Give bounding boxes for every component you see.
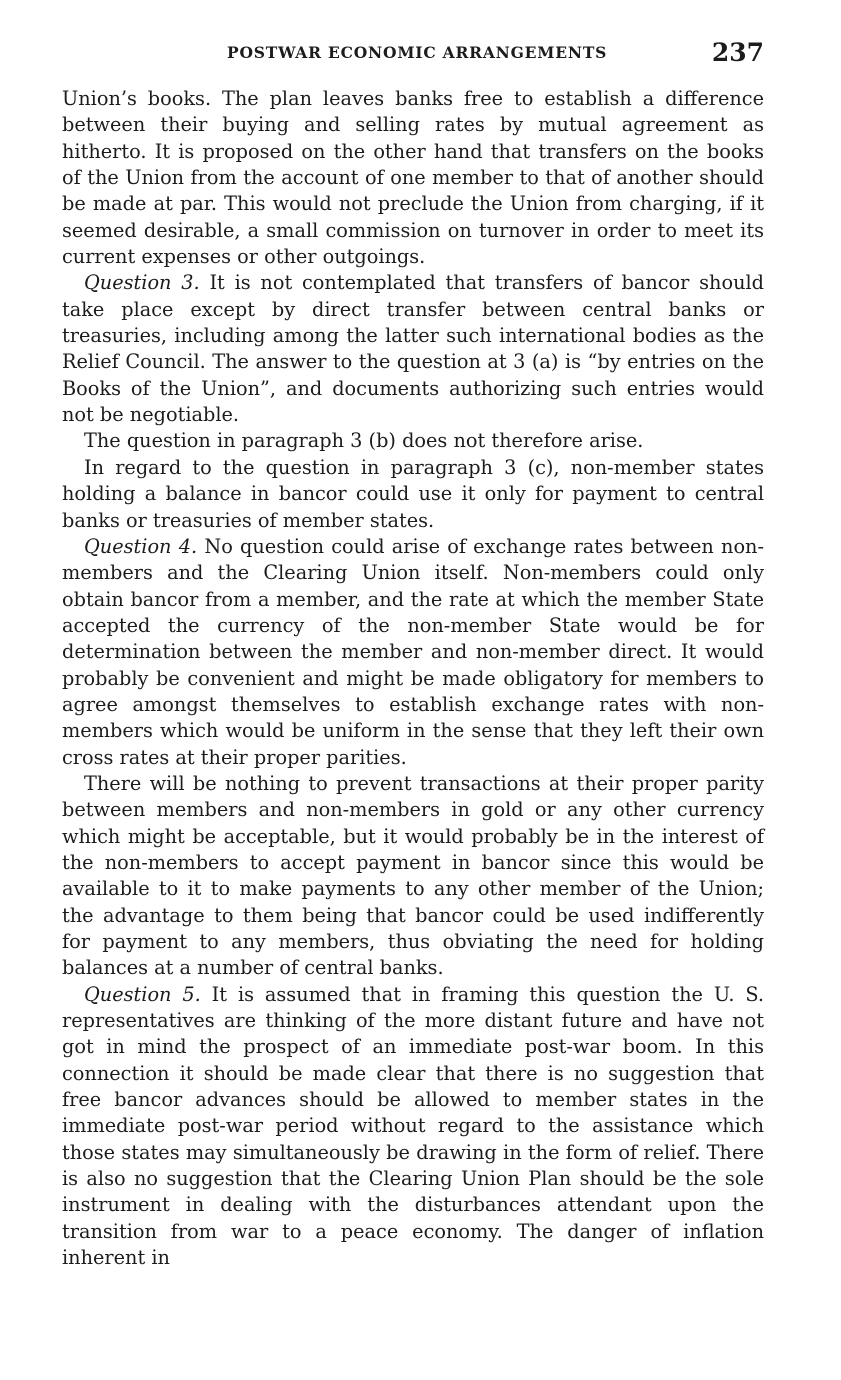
- paragraph-question-3: [62, 270, 764, 428]
- paragraph-3b: [62, 428, 764, 454]
- body-text: [62, 86, 764, 1271]
- paragraph-3c: [62, 455, 764, 534]
- question-label: Question 5.: [84, 982, 201, 1006]
- paragraph-text: In regard to the question in paragraph 3 (c), non-member states holding a balance in bancor could use it only for payment to central banks or treasuries of member states.: [62, 455, 764, 532]
- running-title: POSTWAR ECONOMIC ARRANGEMENTS: [227, 43, 608, 62]
- question-label: Question 3.: [84, 271, 200, 295]
- paragraph-text: It is assumed that in framing this question the U. S. representatives are thinking of the more distant future and have not got in mind the prospect of an immediate post-war boom. In this connection it should be made clear that there is no suggestion that free bancor advances should be allowed to member states in the immediate post-war period without regard to the assistance which those states may simultaneously be drawing in the form of relief. There is also no suggestion that the Clearing Union Plan should be the sole instrument in dealing with the disturbances attendant upon the transition from war to a peace economy. The danger of inflation inherent in: [62, 982, 764, 1270]
- paragraph-text: Union’s books. The plan leaves banks free to establish a difference between their buying and selling rates by mutual agreement as hitherto. It is proposed on the other hand that transfers on the books of the Union from the account of one member to that of another should be made at par. This would not preclude the Union from charging, if it seemed desirable, a small commission on turnover in order to meet its current expenses or other outgoings.: [62, 87, 764, 269]
- paragraph-continuation: [62, 86, 764, 270]
- page-number: 237: [711, 38, 764, 67]
- paragraph-text: There will be nothing to prevent transactions at their proper parity between members and non-members in gold or any other currency which might be acceptable, but it would probably be in the interest of the non-members to accept payment in bancor since this would be available to it to make payments to any other member of the Union; the advantage to them being that bancor could be used indifferently for payment to any members, thus obviating the need for holding balances at a number of central banks.: [62, 771, 764, 980]
- paragraph-text: The question in paragraph 3 (b) does not therefore arise.: [84, 429, 644, 453]
- paragraph-text: It is not contemplated that transfers of bancor should take place except by direct transfer between central banks or treasuries, including among the latter such international bodies as the Relief Council. The answer to the question at 3 (a) is “by entries on the Books of the Union”, and documents authorizing such entries would not be negotiable.: [62, 271, 764, 427]
- page-header: [62, 40, 764, 70]
- paragraph-parity: [62, 771, 764, 982]
- question-label: Question 4.: [84, 534, 198, 558]
- paragraph-question-4: [62, 534, 764, 771]
- paragraph-text: No question could arise of exchange rates between non-members and the Clearing Union itself. Non-members could only obtain bancor from a member, and the rate at which the member State accepted the currency of the non-member State would be for determination between the member and non-member direct. It would probably be convenient and might be made obligatory for members to agree amongst themselves to establish exchange rates with non-members which would be uniform in the sense that they left their own cross rates at their proper parities.: [62, 534, 764, 769]
- paragraph-question-5: [62, 982, 764, 1272]
